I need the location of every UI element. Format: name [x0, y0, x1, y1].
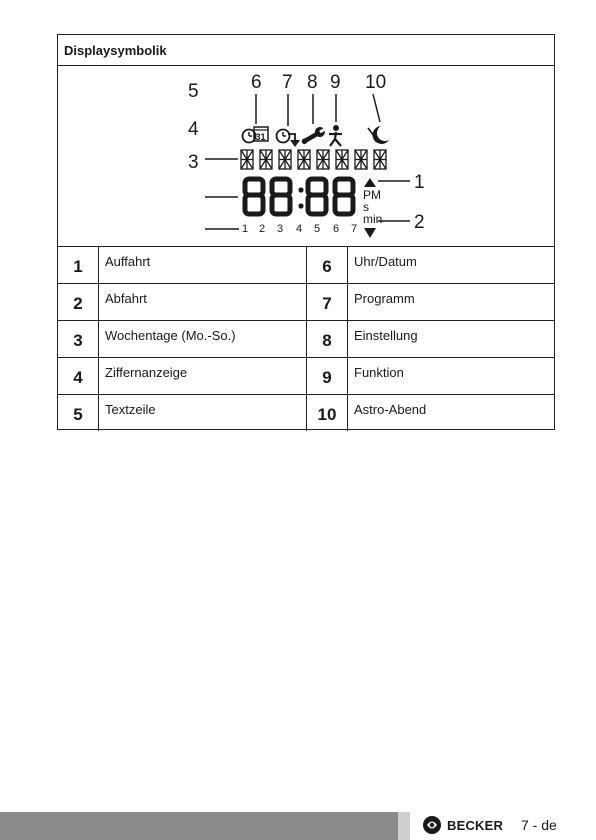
- legend-row: [58, 283, 554, 320]
- weekday-2: 2: [259, 223, 266, 235]
- legend-row: [58, 357, 554, 394]
- legend-row: [58, 394, 554, 431]
- callout-10: 10: [365, 72, 387, 93]
- callout-6: 6: [251, 72, 262, 93]
- page-number: 7 - de: [521, 817, 557, 833]
- unit-min: min: [363, 212, 383, 226]
- callout-7: 7: [282, 72, 293, 93]
- clock-calendar-icon: [243, 127, 269, 143]
- legend-number: 4: [73, 368, 83, 387]
- weekday-7: 7: [351, 223, 358, 235]
- unit-s: s: [363, 200, 369, 214]
- weekday-6: 6: [333, 223, 340, 235]
- legend-number: 2: [73, 294, 83, 313]
- callout-2: 2: [414, 212, 425, 233]
- function-icon: [329, 125, 342, 146]
- weekday-1: 1: [242, 223, 249, 235]
- legend-label: Funktion: [354, 365, 404, 380]
- digit-display: [245, 179, 353, 214]
- legend-row: [58, 246, 554, 283]
- moon-icon: [368, 126, 389, 144]
- legend-label: Auffahrt: [105, 254, 151, 269]
- legend-number: 1: [73, 257, 83, 276]
- program-icon: [277, 130, 301, 148]
- legend-row: [58, 320, 554, 357]
- colon-dot-top: [298, 187, 303, 192]
- brand-name: BECKER: [447, 817, 504, 833]
- legend-number: 10: [317, 405, 337, 424]
- display-symbols-table: [57, 34, 555, 430]
- callout-8: 8: [307, 72, 318, 93]
- weekday-3: 3: [277, 223, 284, 235]
- legend-number: 6: [322, 257, 332, 276]
- legend-number: 9: [322, 368, 332, 387]
- footer-divider: [398, 812, 410, 840]
- callout-9: 9: [330, 72, 341, 93]
- table-heading-row: [58, 35, 554, 66]
- wrench-icon: [299, 125, 327, 147]
- legend-label: Abfahrt: [105, 291, 147, 306]
- unit-pm: PM: [363, 188, 381, 202]
- footer-bar: [0, 812, 398, 840]
- weekday-4: 4: [296, 223, 303, 235]
- brand-logo: [422, 813, 503, 837]
- callout-3: 3: [188, 152, 199, 173]
- legend-number: 5: [73, 405, 83, 424]
- callout-4: 4: [188, 119, 199, 140]
- legend-label: Astro-Abend: [354, 402, 427, 417]
- weekday-row: [242, 223, 357, 235]
- calendar-day: 31: [255, 132, 266, 142]
- table-heading: Displaysymbolik: [64, 43, 167, 58]
- callout-1: 1: [414, 172, 425, 193]
- callout-5: 5: [188, 81, 199, 102]
- becker-logo-icon: [422, 815, 442, 835]
- legend-label: Programm: [354, 291, 415, 306]
- up-arrow-icon: [364, 178, 376, 187]
- legend-label: Textzeile: [105, 402, 156, 417]
- legend-label: Einstellung: [354, 328, 418, 343]
- legend-number: 7: [322, 294, 332, 313]
- legend-number: 8: [322, 331, 332, 350]
- down-arrow-icon: [364, 228, 376, 238]
- legend-number: 3: [73, 331, 83, 350]
- colon-dot-bottom: [298, 203, 303, 208]
- top-leader-lines: [256, 94, 380, 126]
- legend-label: Ziffernanzeige: [105, 365, 188, 380]
- legend-label: Wochentage (Mo.-So.): [105, 328, 236, 343]
- legend-label: Uhr/Datum: [354, 254, 417, 269]
- text-line-segments: [241, 150, 386, 169]
- weekday-5: 5: [314, 223, 321, 235]
